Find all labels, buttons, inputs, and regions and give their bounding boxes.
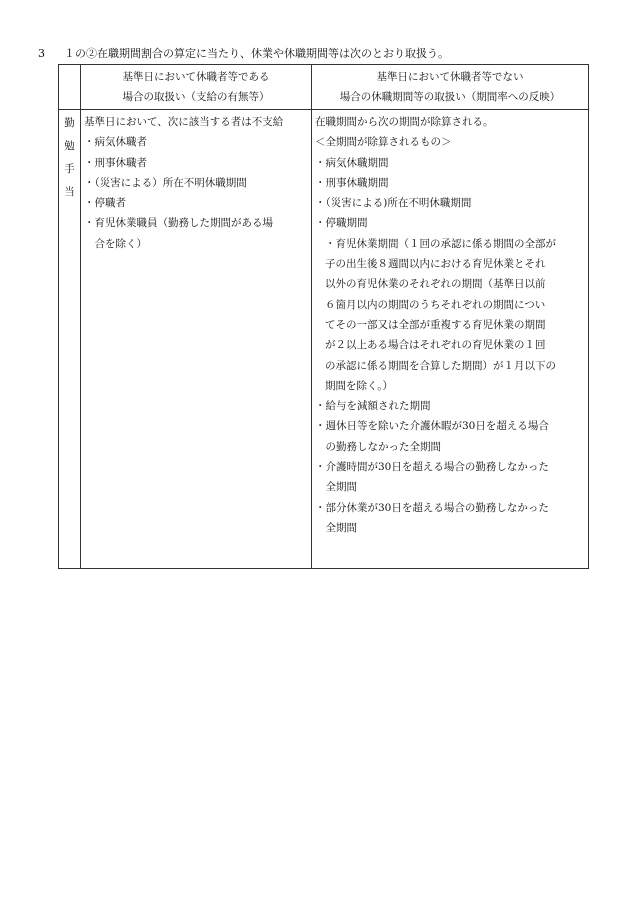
left-intro: 基準日において、次に該当する者は不支給 (84, 116, 284, 128)
header-right-cell (312, 65, 589, 110)
sub-item-line: てその一部又は全部が重複する育児休業の期間 (325, 318, 546, 331)
list-item: 合を除く） (84, 237, 147, 250)
table-header-row (59, 65, 589, 110)
side-label-char: 勤 (64, 117, 75, 129)
side-label-cell (59, 110, 81, 569)
list-item: ・部分休業が30日を超える場合の勤務しなかった (315, 501, 549, 514)
section-heading-text: １の②在職期間割合の算定に当たり、休業や休職期間等は次のとおり取扱う。 (64, 47, 449, 60)
list-item: 全期間 (315, 521, 357, 534)
header-right-line-1: 基準日において休職者等でない (376, 71, 524, 83)
side-label-char: 手 (64, 163, 75, 175)
side-label-char: 当 (64, 186, 75, 198)
header-left-cell (81, 65, 312, 110)
sub-item-line: が２以上ある場合はそれぞれの育児休業の１回 (325, 339, 546, 352)
list-item: ・病気休職期間 (315, 156, 389, 169)
section-heading (38, 47, 449, 61)
right-content-cell (312, 110, 589, 569)
list-item: ・週休日等を除いた介護休暇が30日を超える場合 (315, 420, 549, 433)
header-left-line-2: 場合の取扱い（支給の有無等） (122, 91, 270, 103)
section-number: 3 (38, 47, 45, 60)
list-item: ・停職者 (84, 197, 126, 210)
sub-item-line: 期間を除く。） (325, 379, 394, 392)
sub-item-line: ６箇月以内の期間のうちそれぞれの期間につい (325, 298, 546, 311)
side-label-char: 勉 (64, 140, 75, 152)
right-subhead: ＜全期間が除算されるもの＞ (315, 136, 452, 149)
list-item: の勤務しなかった全期間 (315, 440, 441, 453)
treatment-table (58, 64, 589, 569)
left-content-cell (81, 110, 312, 569)
list-item: ・給与を減額された期間 (315, 400, 431, 413)
header-blank-cell (59, 65, 81, 110)
list-item: ・刑事休職者 (84, 156, 147, 169)
header-right-line-2: 場合の休職期間等の取扱い（期間率への反映） (339, 91, 561, 103)
list-item: ・停職期間 (315, 217, 368, 230)
list-item: ・（災害による）所在不明休職期間 (84, 176, 247, 189)
list-item: 全期間 (315, 481, 357, 494)
right-intro: 在職期間から次の期間が除算される。 (315, 116, 494, 128)
list-item: ・（災害による)所在不明休職期間 (315, 197, 472, 210)
list-item: ・育児休業職員（勤務した期間がある場 (84, 217, 273, 230)
sub-item-line: の承認に係る期間を合算した期間）が１月以下の (325, 359, 556, 372)
list-item: ・介護時間が30日を超える場合の勤務しなかった (315, 461, 549, 474)
list-item: ・病気休職者 (84, 136, 147, 149)
header-left-line-1: 基準日において休職者等である (122, 71, 270, 83)
sub-item-line: ・育児休業期間（１回の承認に係る期間の全部が (325, 237, 556, 250)
sub-item-line: 以外の育児休業のそれぞれの期間（基準日以前 (325, 278, 546, 291)
sub-item-line: 子の出生後８週間以内における育児休業とそれ (325, 258, 546, 271)
list-item: ・刑事休職期間 (315, 176, 389, 189)
table-body-row (59, 110, 589, 569)
